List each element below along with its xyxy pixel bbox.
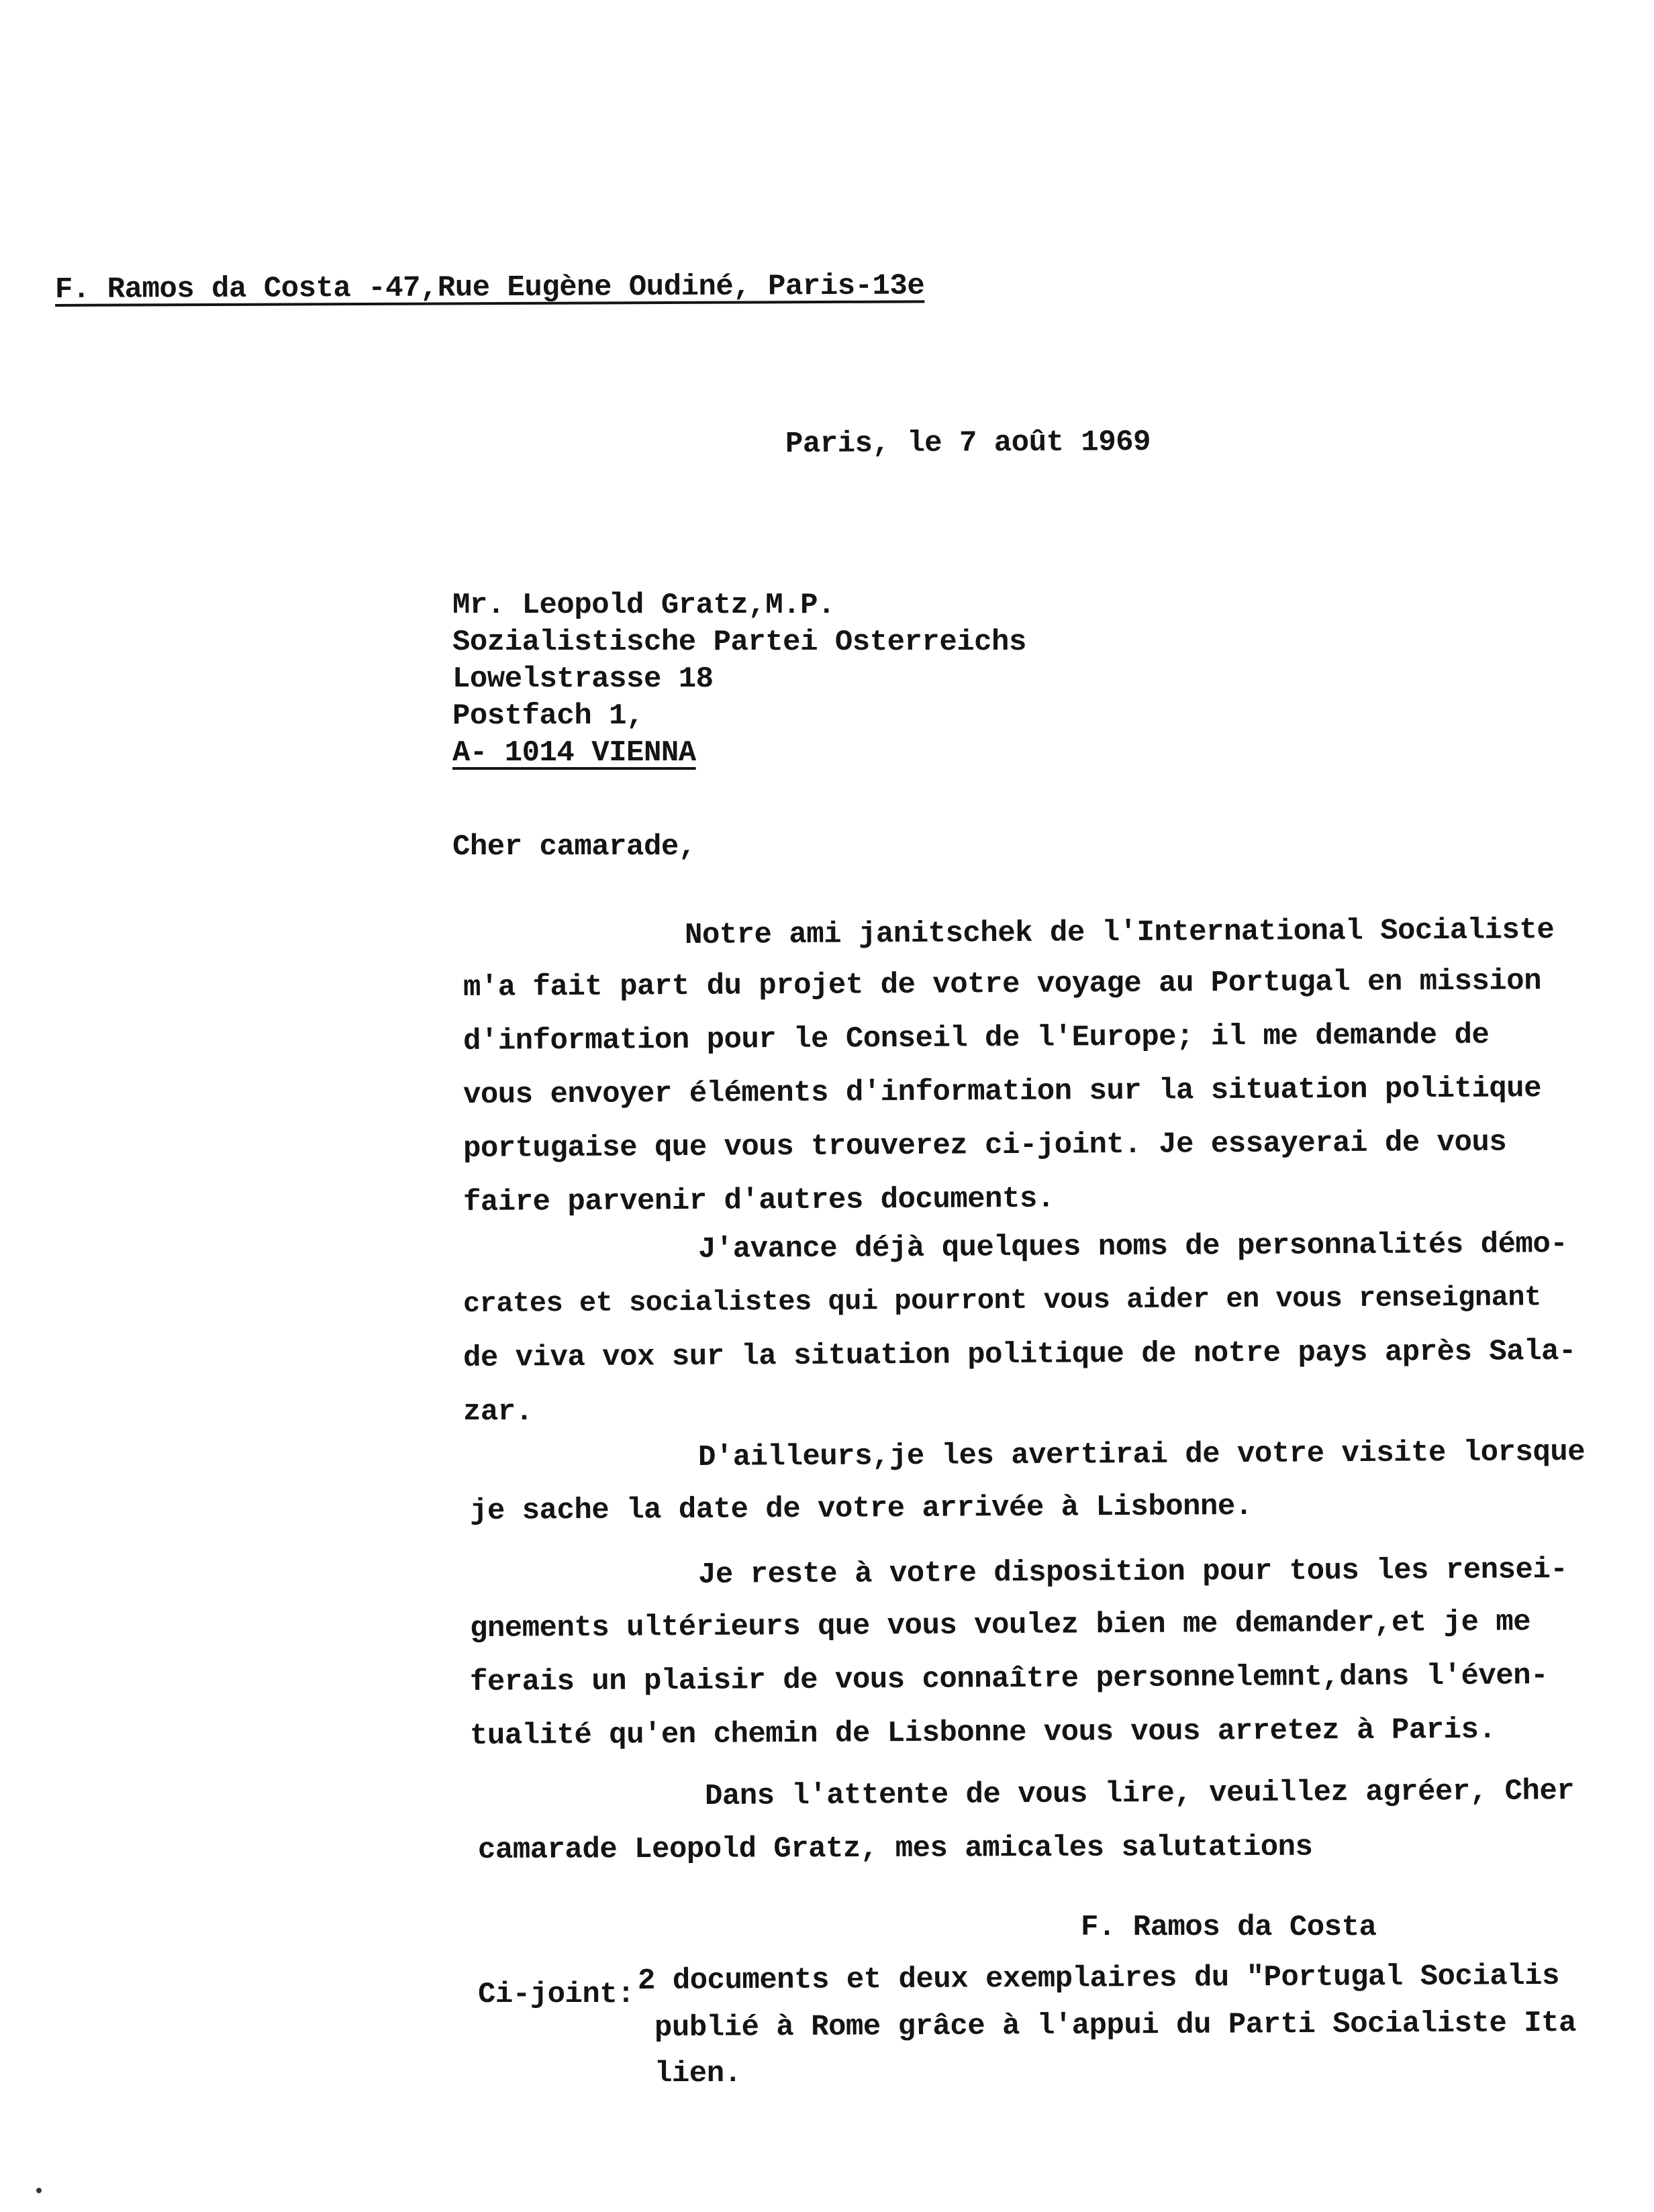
- recipient-organization: Sozialistische Partei Osterreichs: [452, 625, 1026, 659]
- body-line: Je reste à votre disposition pour tous les rensei-: [697, 1553, 1568, 1592]
- body-line: portugaise que vous trouverez ci-joint. Je essayerai de vous: [463, 1125, 1507, 1166]
- body-line: crates et socialistes qui pourront vous aider en vous renseignant: [463, 1281, 1541, 1320]
- body-line: je sache la date de votre arrivée à Lisbonne.: [469, 1489, 1253, 1528]
- enclosure-line: publié à Rome grâce à l'appui du Parti Socialiste Ita: [654, 2006, 1577, 2045]
- body-line: J'avance déjà quelques noms de personnalités démo-: [697, 1227, 1568, 1266]
- body-line: zar.: [463, 1395, 533, 1429]
- body-line: m'a fait part du projet de votre voyage au Portugal en mission: [463, 964, 1542, 1005]
- recipient-name: Mr. Leopold Gratz,M.P.: [452, 589, 835, 622]
- body-line: de viva vox sur la situation politique de notre pays après Sala-: [463, 1334, 1576, 1375]
- body-line: vous envoyer éléments d'information sur la situation politique: [463, 1072, 1542, 1112]
- recipient-postbox: Postfach 1,: [452, 699, 644, 733]
- body-line: faire parvenir d'autres documents.: [463, 1182, 1055, 1219]
- body-line: d'information pour le Conseil de l'Europe; il me demande de: [463, 1018, 1490, 1058]
- body-line: Dans l'attente de vous lire, veuillez agréer, Cher: [704, 1774, 1575, 1813]
- body-line: Notre ami janitschek de l'International Socialiste: [684, 913, 1555, 952]
- body-line: tualité qu'en chemin de Lisbonne vous vous arretez à Paris.: [469, 1713, 1496, 1753]
- enclosure-line: lien.: [654, 2057, 742, 2091]
- enclosure-line: 2 documents et deux exemplaires du "Portugal Socialis: [637, 1959, 1560, 1998]
- body-line: camarade Leopold Gratz, mes amicales salutations: [477, 1830, 1313, 1867]
- recipient-city: A- 1014 VIENNA: [452, 736, 696, 770]
- sender-address-line: F. Ramos da Costa -47,Rue Eugène Oudiné, Paris-13e: [54, 269, 925, 307]
- enclosure-label: Ci-joint:: [478, 1978, 635, 2011]
- body-line: gnements ultérieurs que vous voulez bien me demander,et je me: [469, 1605, 1531, 1646]
- body-line: D'ailleurs,je les avertirai de votre visite lorsque: [697, 1435, 1586, 1474]
- salutation: Cher camarade,: [452, 830, 696, 864]
- signature: F. Ramos da Costa: [1081, 1911, 1377, 1944]
- body-line: ferais un plaisir de vous connaître personnelemnt,dans l'éven-: [469, 1659, 1549, 1699]
- margin-dot: [36, 2188, 42, 2193]
- recipient-street: Lowelstrasse 18: [452, 662, 714, 696]
- letter-date: Paris, le 7 août 1969: [785, 425, 1151, 461]
